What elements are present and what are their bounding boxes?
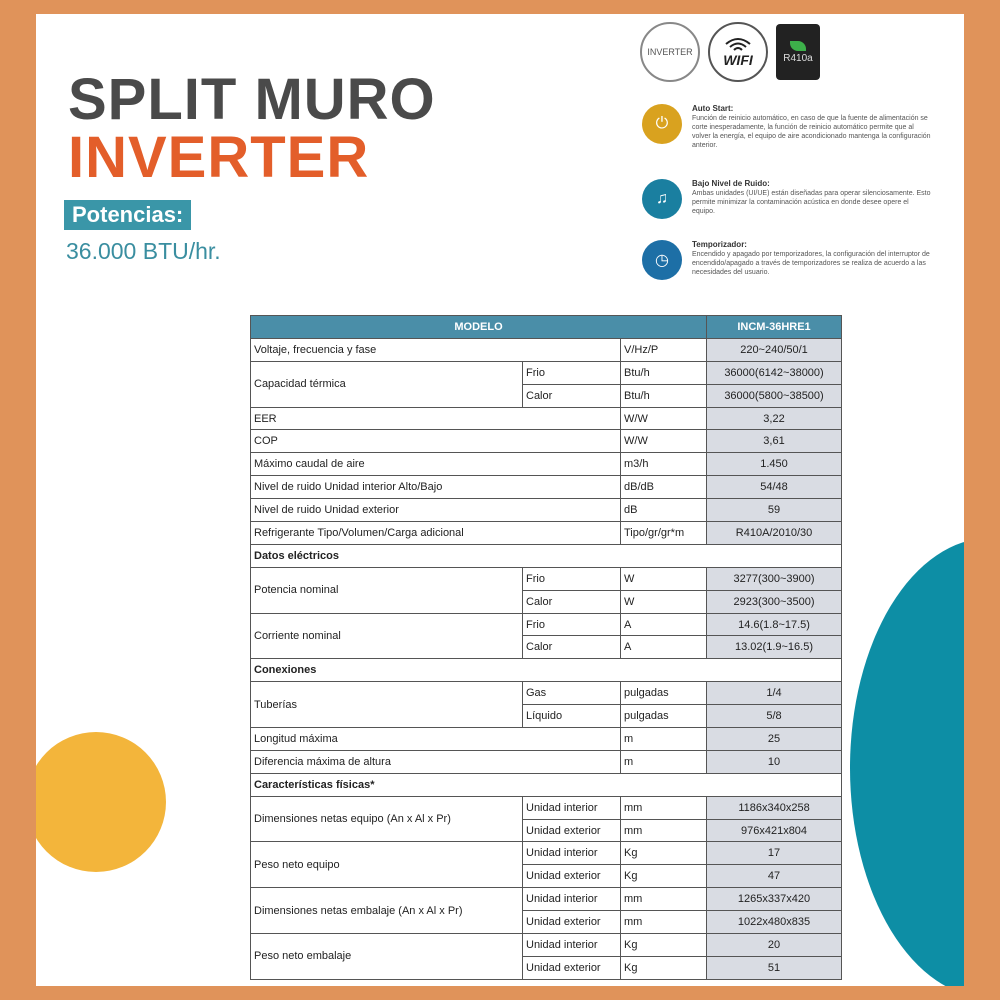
- feature-title: Temporizador:: [692, 240, 747, 249]
- row-label: Refrigerante Tipo/Volumen/Carga adicional: [251, 522, 621, 545]
- row-value: 13.02(1.9~16.5): [707, 636, 842, 659]
- row-label: Nivel de ruido Unidad exterior: [251, 499, 621, 522]
- row-value: 1022x480x835: [707, 911, 842, 934]
- timer-icon: ◷: [642, 240, 682, 280]
- row-sub: Líquido: [523, 705, 621, 728]
- row-label: COP: [251, 430, 621, 453]
- row-unit: W/W: [621, 407, 707, 430]
- row-unit: W/W: [621, 430, 707, 453]
- header-modelo: MODELO: [251, 316, 707, 339]
- row-unit: m: [621, 750, 707, 773]
- row-label: Dimensiones netas embalaje (An x Al x Pr): [251, 888, 523, 934]
- row-sub: Calor: [523, 636, 621, 659]
- feature-text: Encendido y apagado por temporizadores, la configuración del interruptor de encendido/apagado a través de temporizadores se realiza de acuerdo a las necesidades del usuario.: [692, 251, 930, 276]
- table-header-row: [251, 316, 842, 339]
- table-row: [251, 361, 842, 384]
- row-sub: Gas: [523, 682, 621, 705]
- r410-badge-icon: [776, 24, 820, 80]
- section-row: [251, 659, 842, 682]
- table-row: [251, 613, 842, 636]
- row-value: 1265x337x420: [707, 888, 842, 911]
- row-label: Diferencia máxima de altura: [251, 750, 621, 773]
- row-unit: pulgadas: [621, 705, 707, 728]
- auto-start-icon: ⏻: [642, 104, 682, 144]
- table-row: [251, 728, 842, 751]
- feature-title: Bajo Nivel de Ruido:: [692, 179, 770, 188]
- title-inverter: INVERTER: [68, 125, 370, 190]
- row-sub: Unidad interior: [523, 888, 621, 911]
- row-sub: Unidad exterior: [523, 911, 621, 934]
- wifi-badge-text: WIFI: [723, 52, 753, 68]
- decorative-yellow-circle: [36, 732, 166, 872]
- row-sub: Frio: [523, 567, 621, 590]
- row-sub: Frio: [523, 361, 621, 384]
- r410-badge-text: R410a: [783, 52, 813, 64]
- row-value: 3,61: [707, 430, 842, 453]
- title-split-muro: SPLIT MURO: [68, 67, 436, 132]
- row-label: Tuberías: [251, 682, 523, 728]
- decorative-blue-circle: [850, 538, 964, 986]
- row-value: 54/48: [707, 476, 842, 499]
- row-value: 14.6(1.8~17.5): [707, 613, 842, 636]
- row-sub: Calor: [523, 384, 621, 407]
- potencias-value: 36.000 BTU/hr.: [66, 238, 221, 264]
- row-value: 51: [707, 956, 842, 979]
- inverter-badge-text: INVERTER: [647, 47, 693, 57]
- row-sub: Unidad interior: [523, 796, 621, 819]
- row-value: 5/8: [707, 705, 842, 728]
- row-sub: Calor: [523, 590, 621, 613]
- row-unit: pulgadas: [621, 682, 707, 705]
- row-unit: V/Hz/P: [621, 338, 707, 361]
- row-label: Longitud máxima: [251, 728, 621, 751]
- table-row: [251, 499, 842, 522]
- row-sub: Frio: [523, 613, 621, 636]
- feature-timer: [642, 240, 942, 295]
- row-unit: A: [621, 636, 707, 659]
- row-sub: Unidad interior: [523, 934, 621, 957]
- section-caracteristicas: Características físicas*: [251, 773, 842, 796]
- row-value: 3277(300~3900): [707, 567, 842, 590]
- section-conexiones: Conexiones: [251, 659, 842, 682]
- feature-low-noise: [642, 179, 942, 234]
- low-noise-icon: ♫: [642, 179, 682, 219]
- feature-text: Función de reinicio automático, en caso de que la fuente de alimentación se corte inesperadamente, la función de reinicio automático permite que al volver la energía, el equipo de aire acondicionado mantenga la configuración anterior.: [692, 115, 931, 149]
- row-unit: dB/dB: [621, 476, 707, 499]
- row-unit: mm: [621, 888, 707, 911]
- row-label: Corriente nominal: [251, 613, 523, 659]
- section-row: [251, 773, 842, 796]
- table-row: [251, 476, 842, 499]
- row-value: 1186x340x258: [707, 796, 842, 819]
- row-value: 17: [707, 842, 842, 865]
- table-row: [251, 750, 842, 773]
- row-value: 2923(300~3500): [707, 590, 842, 613]
- row-value: 36000(5800~38500): [707, 384, 842, 407]
- section-datos-electricos: Datos eléctricos: [251, 544, 842, 567]
- spec-sheet: [36, 14, 964, 986]
- table-row: [251, 888, 842, 911]
- row-unit: Kg: [621, 934, 707, 957]
- row-value: 25: [707, 728, 842, 751]
- row-label: EER: [251, 407, 621, 430]
- row-value: 3,22: [707, 407, 842, 430]
- row-label: Voltaje, frecuencia y fase: [251, 338, 621, 361]
- row-label: Máximo caudal de aire: [251, 453, 621, 476]
- table-row: [251, 407, 842, 430]
- table-row: [251, 430, 842, 453]
- row-unit: Kg: [621, 865, 707, 888]
- row-unit: m: [621, 728, 707, 751]
- row-unit: Kg: [621, 842, 707, 865]
- feature-title: Auto Start:: [692, 104, 734, 113]
- row-sub: Unidad interior: [523, 842, 621, 865]
- row-unit: Btu/h: [621, 384, 707, 407]
- feature-auto-start: [642, 104, 942, 164]
- row-unit: A: [621, 613, 707, 636]
- wifi-icon: [724, 36, 752, 52]
- table-row: [251, 522, 842, 545]
- row-label: Peso neto embalaje: [251, 934, 523, 980]
- row-sub: Unidad exterior: [523, 956, 621, 979]
- inverter-badge-icon: [640, 22, 700, 82]
- row-unit: Btu/h: [621, 361, 707, 384]
- row-unit: Tipo/gr/gr*m: [621, 522, 707, 545]
- row-value: 976x421x804: [707, 819, 842, 842]
- row-value: 59: [707, 499, 842, 522]
- row-sub: Unidad exterior: [523, 865, 621, 888]
- table-row: [251, 453, 842, 476]
- header-model-number: INCM-36HRE1: [707, 316, 842, 339]
- feature-text: Ambas unidades (UI/UE) están diseñadas para operar silenciosamente. Esto permite minimizar la contaminación acústica en donde desee opere el equipo.: [692, 190, 931, 215]
- row-sub: Unidad exterior: [523, 819, 621, 842]
- table-row: [251, 934, 842, 957]
- spec-table: [250, 315, 842, 980]
- row-value: R410A/2010/30: [707, 522, 842, 545]
- row-label: Peso neto equipo: [251, 842, 523, 888]
- table-row: [251, 682, 842, 705]
- row-label: Potencia nominal: [251, 567, 523, 613]
- section-row: [251, 544, 842, 567]
- row-value: 1.450: [707, 453, 842, 476]
- row-value: 1/4: [707, 682, 842, 705]
- row-unit: W: [621, 590, 707, 613]
- table-row: [251, 338, 842, 361]
- table-row: [251, 796, 842, 819]
- leaf-icon: [790, 41, 806, 51]
- row-unit: W: [621, 567, 707, 590]
- row-unit: dB: [621, 499, 707, 522]
- row-unit: mm: [621, 819, 707, 842]
- table-row: [251, 842, 842, 865]
- row-label: Capacidad térmica: [251, 361, 523, 407]
- row-label: Nivel de ruido Unidad interior Alto/Bajo: [251, 476, 621, 499]
- row-value: 10: [707, 750, 842, 773]
- potencias-label: Potencias:: [64, 200, 191, 230]
- row-unit: mm: [621, 911, 707, 934]
- row-value: 220~240/50/1: [707, 338, 842, 361]
- row-value: 47: [707, 865, 842, 888]
- row-unit: m3/h: [621, 453, 707, 476]
- row-value: 20: [707, 934, 842, 957]
- row-value: 36000(6142~38000): [707, 361, 842, 384]
- row-unit: mm: [621, 796, 707, 819]
- wifi-badge-icon: [708, 22, 768, 82]
- table-row: [251, 567, 842, 590]
- row-label: Dimensiones netas equipo (An x Al x Pr): [251, 796, 523, 842]
- row-unit: Kg: [621, 956, 707, 979]
